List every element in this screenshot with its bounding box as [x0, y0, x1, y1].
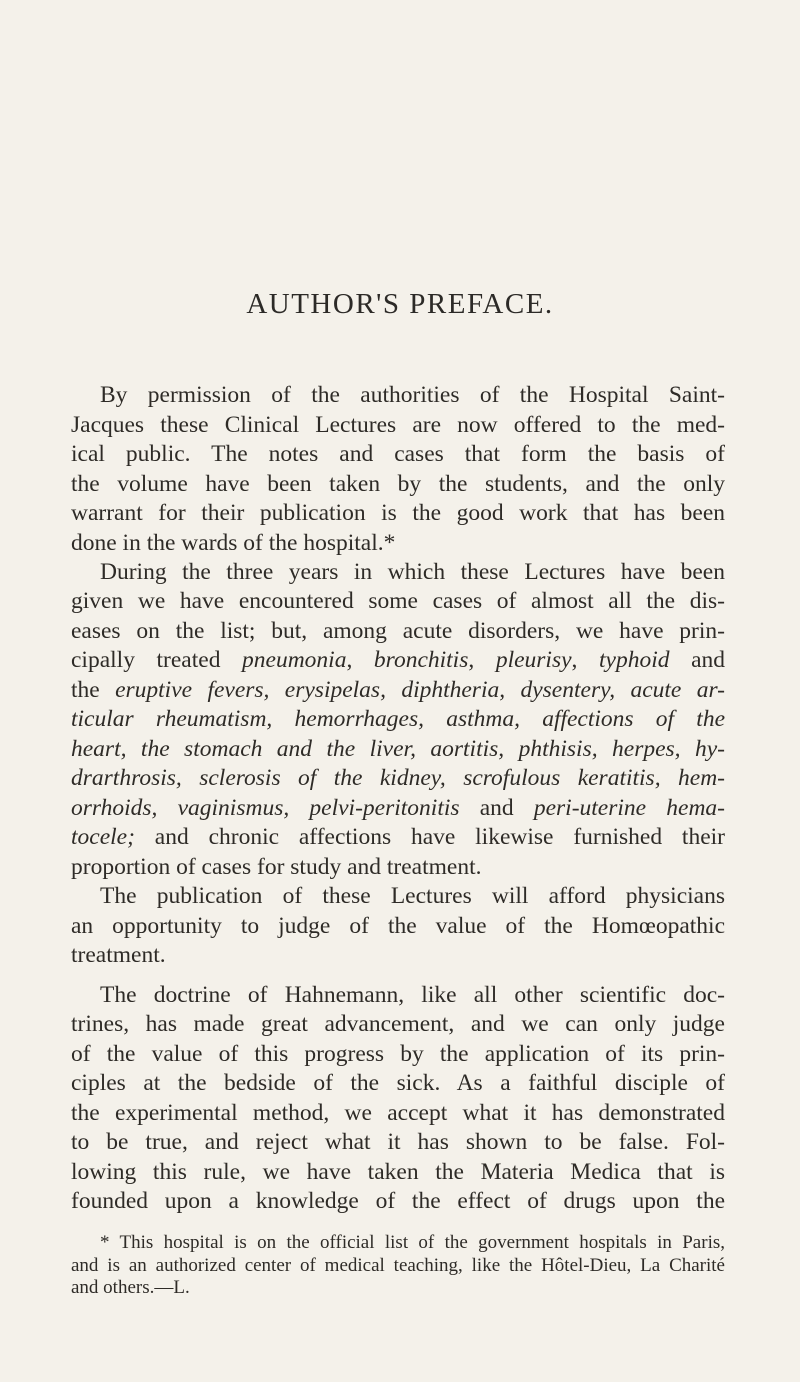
italic-span: pleurisy: [495, 647, 572, 673]
text-line: trines, has made great advancement, and we can only judge: [71, 1011, 725, 1037]
footnote-line: and is an authorized center of medical teaching, like the Hôtel-Dieu, La Charité: [71, 1255, 725, 1276]
text-line: ciples at the bedside of the sick. As a faithful disciple of: [71, 1070, 725, 1096]
italic-span: ticular rheumatism, hemorrhages, asthma, affections of the: [71, 706, 725, 732]
text-line: By permission of the authorities of the Hospital Saint-: [100, 382, 725, 408]
text-line: Jacques these Clinical Lectures are now offered to the med-: [71, 412, 725, 438]
text-line: [71, 765, 725, 792]
text-line: [71, 677, 725, 704]
text-line: given we have encountered some cases of almost all the dis-: [71, 588, 725, 614]
text-line: [71, 736, 725, 763]
text-span: ,: [468, 647, 496, 673]
text-line: warrant for their publication is the good work that has been: [71, 500, 725, 526]
italic-span: eruptive fevers, erysipelas, diphtheria, dysentery, acute ar-: [115, 677, 725, 703]
text-span: and: [459, 795, 534, 821]
text-line: done in the wards of the hospital.*: [71, 530, 396, 556]
text-line: [71, 706, 725, 733]
text-line: [71, 647, 725, 674]
italic-span: tocele;: [71, 824, 135, 850]
text-line: [71, 824, 725, 851]
page-title: AUTHOR'S PREFACE.: [246, 288, 554, 320]
text-line: eases on the list; but, among acute disorders, we have prin-: [71, 618, 725, 644]
text-line: During the three years in which these Lectures have been: [100, 559, 725, 585]
italic-span: bronchitis: [373, 647, 469, 673]
text-span: cipally treated: [71, 647, 243, 673]
italic-span: heart, the stomach and the liver, aortitis, phthisis, herpes, hy-: [71, 736, 725, 762]
text-line: [71, 795, 725, 822]
text-line: the experimental method, we accept what it has demonstrated: [71, 1100, 725, 1126]
text-span: ,: [571, 647, 599, 673]
text-line: the volume have been taken by the students, and the only: [71, 471, 725, 497]
italic-span: peri-uterine hema-: [533, 795, 725, 821]
text-line: founded upon a knowledge of the effect of drugs upon the: [71, 1188, 725, 1214]
text-span: the: [71, 677, 116, 703]
footnote-line: and others.—L.: [71, 1277, 190, 1298]
text-line: proportion of cases for study and treatment.: [71, 854, 482, 880]
text-line: of the value of this progress by the application of its prin-: [71, 1041, 725, 1067]
text-line: ical public. The notes and cases that form the basis of: [71, 441, 725, 467]
footnote-line: * This hospital is on the official list of the government hospitals in Paris,: [100, 1232, 725, 1253]
italic-span: orrhoids, vaginismus, pelvi-peritonitis: [71, 795, 460, 821]
text-span: and chronic affections have likewise furnished their: [134, 824, 725, 850]
text-line: The doctrine of Hahnemann, like all other scientific doc-: [100, 982, 725, 1008]
italic-span: drarthrosis, sclerosis of the kidney, scrofulous keratitis, hem-: [71, 765, 725, 791]
text-span: and: [669, 647, 725, 673]
text-line: an opportunity to judge of the value of the Homœopathic: [71, 913, 725, 939]
text-line: treatment.: [71, 942, 166, 968]
italic-span: typhoid: [598, 647, 670, 673]
text-line: lowing this rule, we have taken the Materia Medica that is: [71, 1159, 725, 1185]
text-span: ,: [346, 647, 374, 673]
text-line: to be true, and reject what it has shown to be false. Fol-: [71, 1129, 725, 1155]
text-line: The publication of these Lectures will afford physicians: [100, 883, 725, 909]
italic-span: pneumonia: [242, 647, 347, 673]
